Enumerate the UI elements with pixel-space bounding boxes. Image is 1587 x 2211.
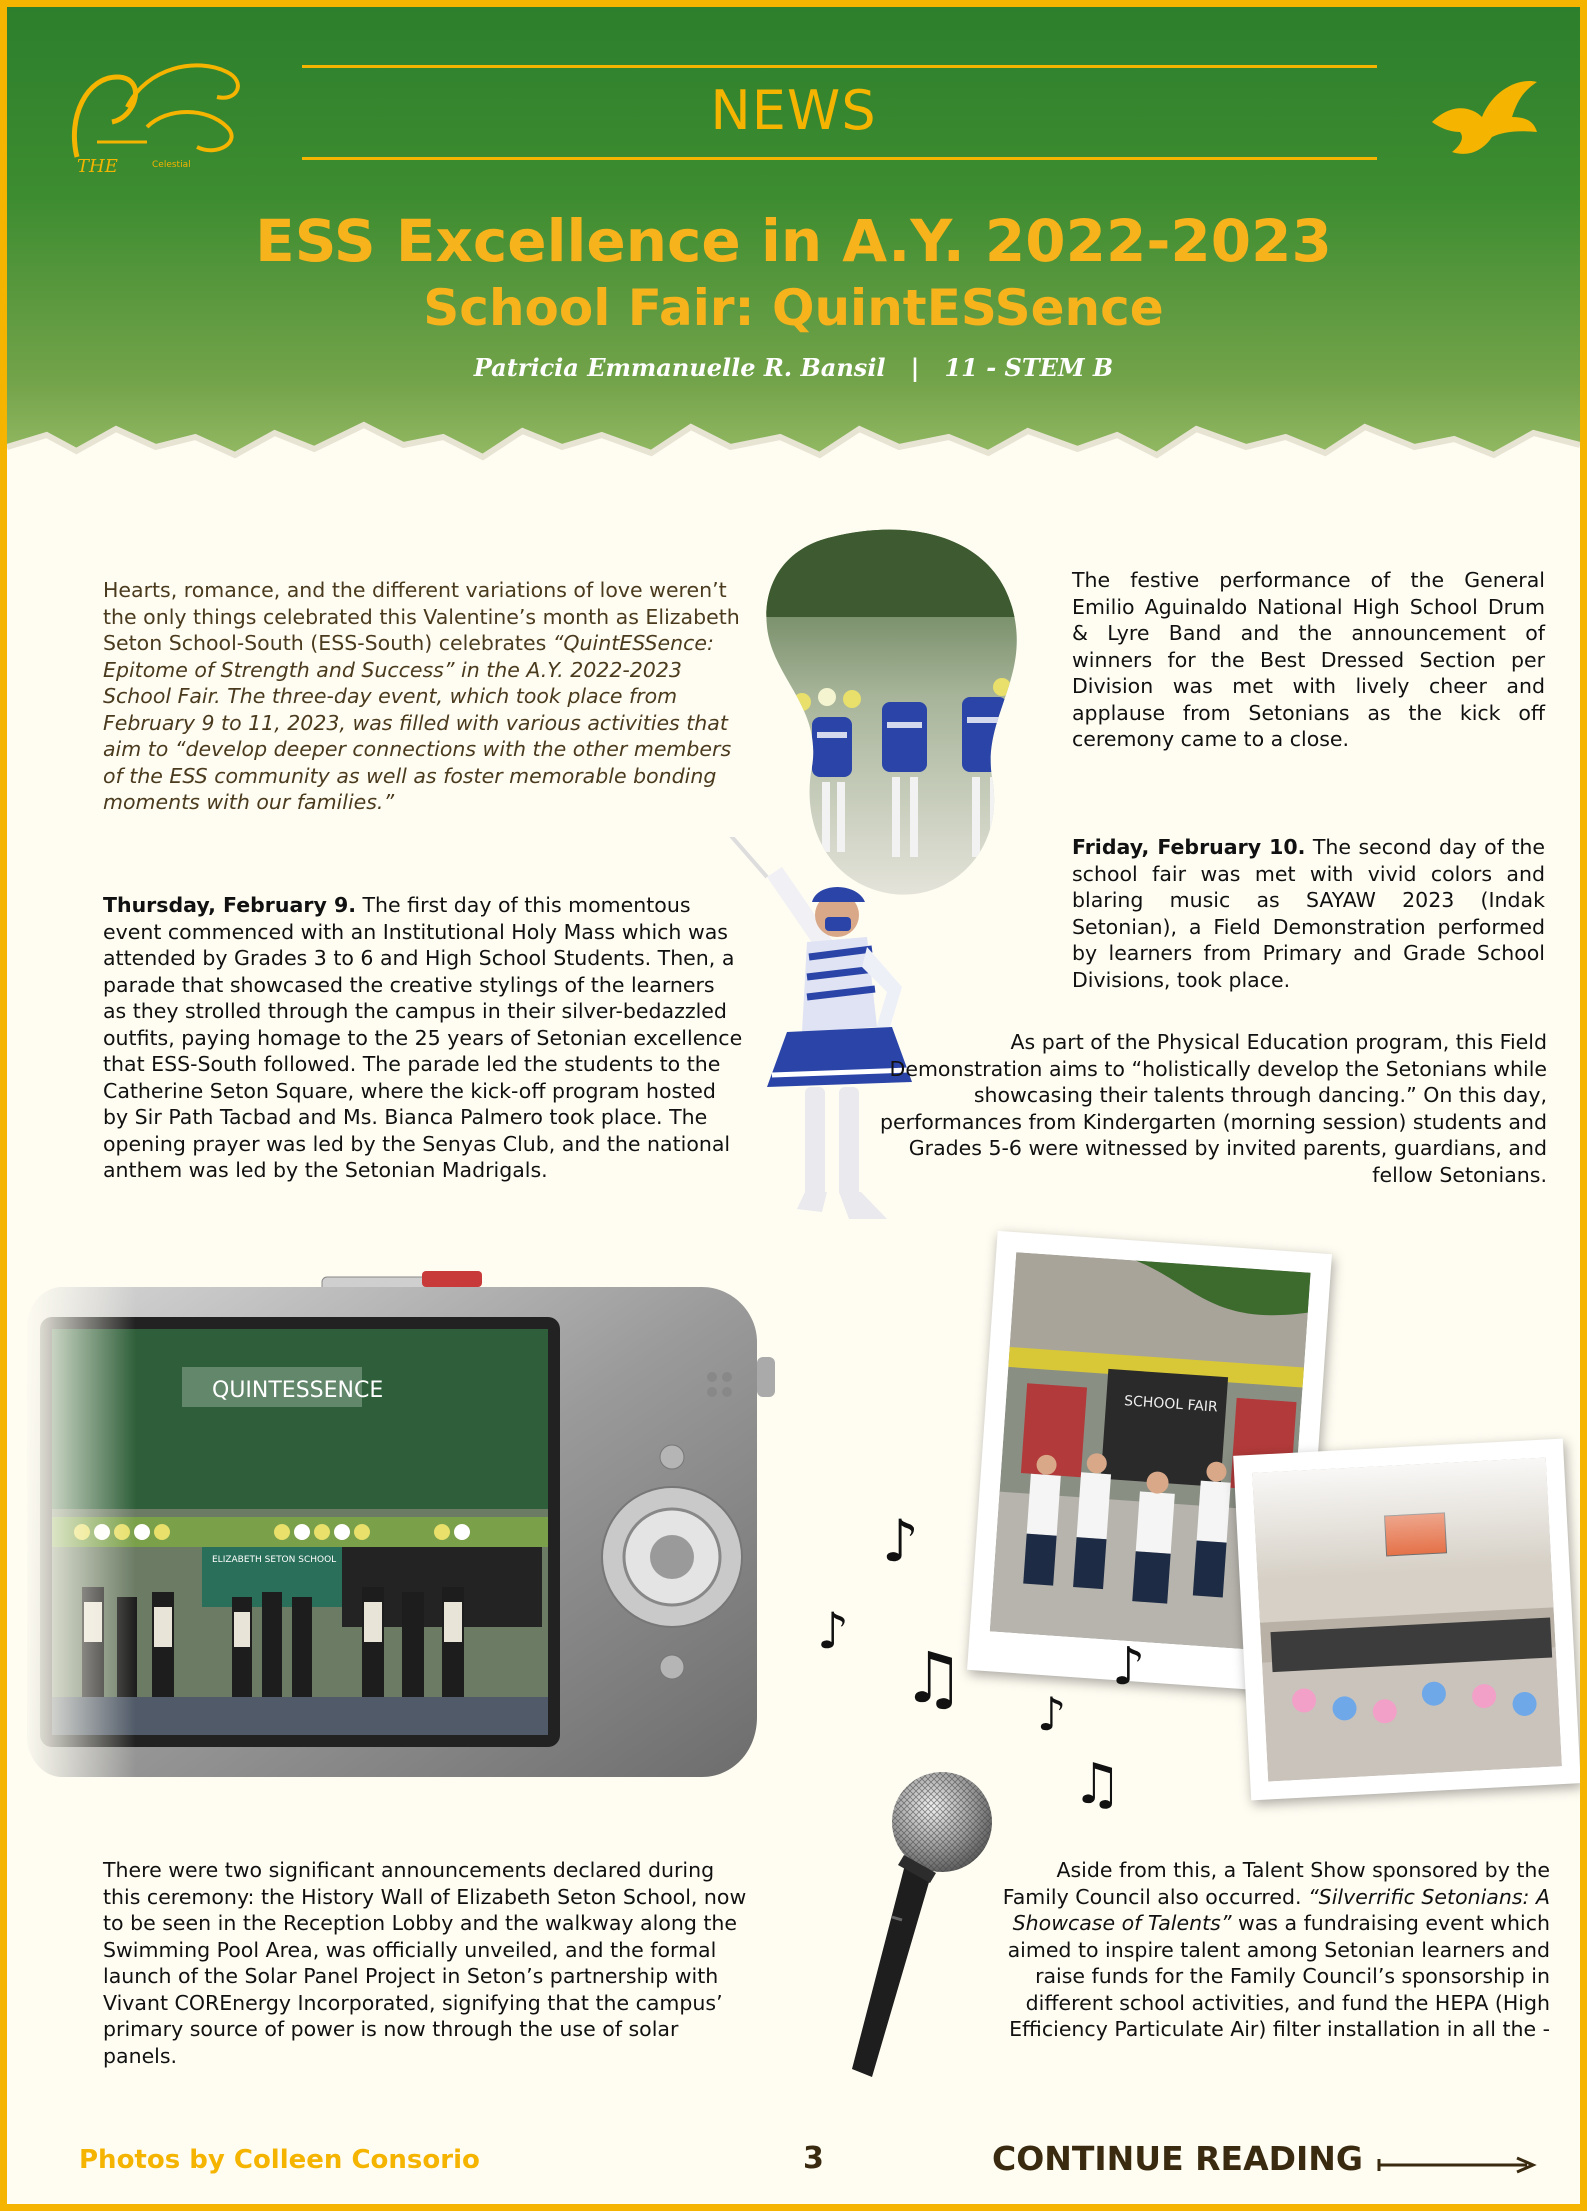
- friday-heading: Friday, February 10.: [1072, 835, 1306, 859]
- thursday-text: The first day of this momentous event commenced with an Institutional Holy Mass which was attended by Grades 3 to 6 and High School Students. Then, a parade that showcased the creative stylings of the learners as they strolled through the campus in their silver-bedazzled outfits, paying homage to the 25 years of Setonian excellence that ESS-South followed. The parade led the students to the Catherine Seton Square, where the kick-off program hosted by Sir Path Tacbad and Ms. Bianca Palmero took place. The opening prayer was led by the Senyas Club, and the national anthem was led by the Setonian Madrigals.: [103, 893, 743, 1182]
- polaroid-photo-gym: [1233, 1439, 1581, 1801]
- music-note-icon: ♪: [882, 1507, 920, 1575]
- byline-separator: |: [910, 353, 920, 382]
- header-rule-bottom: [302, 157, 1377, 160]
- author-section: 11 - STEM B: [944, 353, 1114, 382]
- continue-reading-link[interactable]: CONTINUE READING: [992, 2139, 1363, 2178]
- school-sign-text: SCHOOL FAIR: [1123, 1393, 1219, 1416]
- friday-text: The second day of the school fair was met with vivid colors and blaring music as SAYAW 2023 (Indak Setonian), a Field Demonstration performed by learners from Primary and Grade School Divisions, took place.: [1072, 835, 1545, 992]
- svg-text:Celestial: Celestial: [152, 160, 191, 170]
- article-title-line2: School Fair: QuintESSence: [423, 279, 1164, 337]
- music-notes-icon: ♫: [902, 1637, 965, 1719]
- byline: [7, 353, 1580, 382]
- arrow-right-icon[interactable]: [1377, 2155, 1537, 2175]
- kickoff-closing-paragraph: The festive performance of the General Emilio Aguinaldo National High School Drum & Lyre Band and the announcement of winners for the Best Dressed Section per Division was met with lively cheer and applause from Setonians as the kick off ceremony came to a close.: [1072, 568, 1545, 751]
- torn-paper-edge: [7, 407, 1580, 497]
- music-note-icon: ♪: [817, 1602, 849, 1660]
- author-name: Patricia Emmanuelle R. Bansil: [473, 353, 886, 382]
- kindergarten-demo-photo: [1252, 1458, 1562, 1782]
- announcements-paragraph: There were two significant announcements declared during this ceremony: the History Wall of Elizabeth Seton School, now to be seen in the Reception Lobby and the walkway along the Swimming Pool Area, was officially unveiled, and the formal launch of the Solar Panel Project in Seton’s partnership with Vivant COREnergy Incorporated, signifying that the campus’ primary source of power is now through the use of solar panels.: [103, 1858, 747, 2068]
- field-demo-paragraph: As part of the Physical Education program, this Field Demonstration aims to “holistically develop the Setonians while showcasing their talents through dancing.” On this day, performances from Kindergarten (morning session) students and Grades 5-6 were witnessed by invited parents, guardians, and fellow Setonians.: [879, 1030, 1547, 1187]
- microphone-icon: [832, 1767, 992, 2087]
- music-notes-icon: ♫: [1072, 1752, 1123, 1817]
- svg-text:THE: THE: [77, 156, 118, 177]
- talent-show-paragraph: [992, 1857, 1550, 2043]
- thursday-heading: Thursday, February 9.: [103, 893, 357, 917]
- article-title-line1: ESS Excellence in A.Y. 2022-2023: [255, 207, 1332, 275]
- talent-show-text-a: Aside from this, a Talent Show sponsored by the Family Council also occurred.: [1002, 1858, 1550, 1909]
- section-label: NEWS: [710, 79, 877, 142]
- music-note-icon: ♪: [1037, 1687, 1067, 1741]
- friday-paragraph: [1072, 834, 1545, 993]
- talent-show-title: “Silverrific Setonians: A Showcase of Talents”: [1012, 1884, 1550, 1935]
- page-number: 3: [803, 2141, 824, 2176]
- music-note-icon: ♪: [1112, 1637, 1146, 1697]
- thursday-paragraph: [103, 892, 743, 1184]
- intro-text: Hearts, romance, and the different variations of love weren’t the only things celebrated this Valentine’s month as Elizabeth Seton School-South (ESS-South) celebrates: [103, 578, 740, 655]
- camera-photo-frame: [22, 1257, 782, 1797]
- photo-credit: Photos by Colleen Consorio: [79, 2145, 480, 2175]
- talent-show-text-b: was a fundraising event which aimed to inspire talent among Setonian learners and raise funds for the Family Council’s sponsorship in different school activities, and fund the HEPA (High Efficiency Particulate Air) filter installation in all the -: [1007, 1911, 1550, 2041]
- intro-paragraph: [103, 577, 753, 816]
- intro-italic-text: “QuintESSence: Epitome of Strength and Success” in the A.Y. 2022-2023 School Fair. The three-day event, which took place from February 9 to 11, 2023, was filled with various activities that aim to “develop deeper connections with the other members of the ESS community as well as foster memorable bonding moments with our families.”: [103, 631, 732, 814]
- header-rule-top: [302, 65, 1377, 68]
- dove-icon: [1422, 62, 1542, 162]
